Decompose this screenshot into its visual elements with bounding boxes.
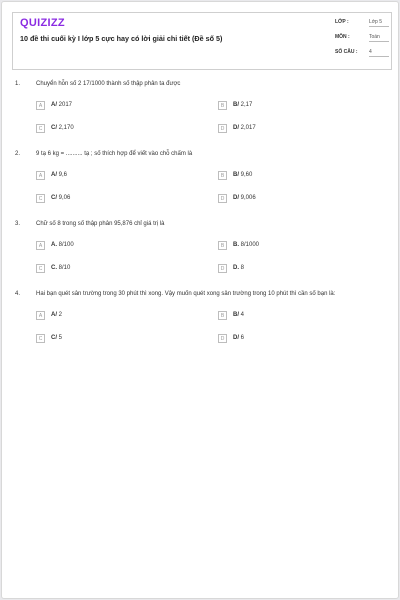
option-letter-box: A bbox=[36, 311, 45, 320]
option-prefix: D/ bbox=[233, 125, 239, 131]
option-text: 2,170 bbox=[57, 125, 74, 131]
question-text: Chữ số 8 trong số thập phân 95,876 chỉ giá trị là bbox=[36, 221, 165, 227]
option-text: 5 bbox=[57, 335, 63, 341]
option-letter-box: C bbox=[36, 264, 45, 273]
option-prefix: A/ bbox=[51, 312, 57, 318]
option-prefix: D/ bbox=[233, 195, 239, 201]
option-prefix: A/ bbox=[51, 172, 57, 178]
option-letter-box: B bbox=[218, 101, 227, 110]
option-letter-box: B bbox=[218, 241, 227, 250]
option-letter-box: A bbox=[36, 171, 45, 180]
option-text: 2017 bbox=[57, 102, 73, 108]
option-text: 9,006 bbox=[239, 195, 256, 201]
option-prefix: A/ bbox=[51, 102, 57, 108]
question-text: 9 tạ 6 kg = .......... tạ ; số thích hợp để viết vào chỗ chấm là bbox=[36, 151, 193, 157]
meta-grade-label: LỚP : bbox=[335, 19, 349, 25]
option-letter-box: D bbox=[218, 124, 227, 133]
option-text: 2,017 bbox=[239, 125, 256, 131]
question-number: 3. bbox=[15, 221, 21, 227]
option-prefix: B. bbox=[233, 242, 239, 248]
option-prefix: B/ bbox=[233, 172, 239, 178]
meta-count-label: SỐ CÂU : bbox=[335, 49, 358, 55]
option-letter-box: D bbox=[218, 334, 227, 343]
option-letter-box: B bbox=[218, 311, 227, 320]
option-prefix: B/ bbox=[233, 102, 239, 108]
worksheet-page bbox=[1, 1, 399, 599]
option-prefix: A. bbox=[51, 242, 57, 248]
option-letter-box: C bbox=[36, 124, 45, 133]
option-letter-box: C bbox=[36, 194, 45, 203]
option-prefix: C/ bbox=[51, 335, 57, 341]
meta-grade-value: Lớp 5 bbox=[369, 19, 389, 27]
option-text: 9,60 bbox=[239, 172, 253, 178]
meta-count-value: 4 bbox=[369, 49, 389, 57]
option-text: 2 bbox=[57, 312, 63, 318]
worksheet-title: 10 đề thi cuối kỳ I lớp 5 cực hay có lời giải chi tiết (Đề số 5) bbox=[20, 34, 223, 43]
question-text: Hai bạn quét sân trường trong 30 phút thì xong. Vậy muốn quét xong sân trường trong 10 phút thì cần số bạn là: bbox=[36, 291, 336, 297]
option-text: 6 bbox=[239, 335, 245, 341]
option-text: 9,06 bbox=[57, 195, 71, 201]
option-text: 2,17 bbox=[239, 102, 253, 108]
option-text: 8/100 bbox=[57, 242, 74, 248]
option-letter-box: A bbox=[36, 241, 45, 250]
meta-subject-label: MÔN : bbox=[335, 34, 350, 40]
option-text: 4 bbox=[239, 312, 245, 318]
option-prefix: C/ bbox=[51, 125, 57, 131]
option-prefix: D/ bbox=[233, 335, 239, 341]
worksheet-header bbox=[12, 12, 392, 70]
option-text: 8 bbox=[239, 265, 245, 271]
question-number: 2. bbox=[15, 151, 21, 157]
option-prefix: B/ bbox=[233, 312, 239, 318]
option-text: 8/1000 bbox=[239, 242, 260, 248]
question-text: Chuyển hỗn số 2 17/1000 thành số thập phân ta được bbox=[36, 81, 181, 87]
meta-subject-value: Toán bbox=[369, 34, 389, 42]
question-number: 4. bbox=[15, 291, 21, 297]
quizizz-logo: QUIZIZZ bbox=[20, 17, 65, 29]
option-letter-box: A bbox=[36, 101, 45, 110]
option-letter-box: D bbox=[218, 194, 227, 203]
option-letter-box: D bbox=[218, 264, 227, 273]
option-letter-box: B bbox=[218, 171, 227, 180]
option-prefix: C/ bbox=[51, 195, 57, 201]
question-number: 1. bbox=[15, 81, 21, 87]
option-prefix: C. bbox=[51, 265, 57, 271]
option-letter-box: C bbox=[36, 334, 45, 343]
option-prefix: D. bbox=[233, 265, 239, 271]
option-text: 9,6 bbox=[57, 172, 68, 178]
option-text: 8/10 bbox=[57, 265, 71, 271]
